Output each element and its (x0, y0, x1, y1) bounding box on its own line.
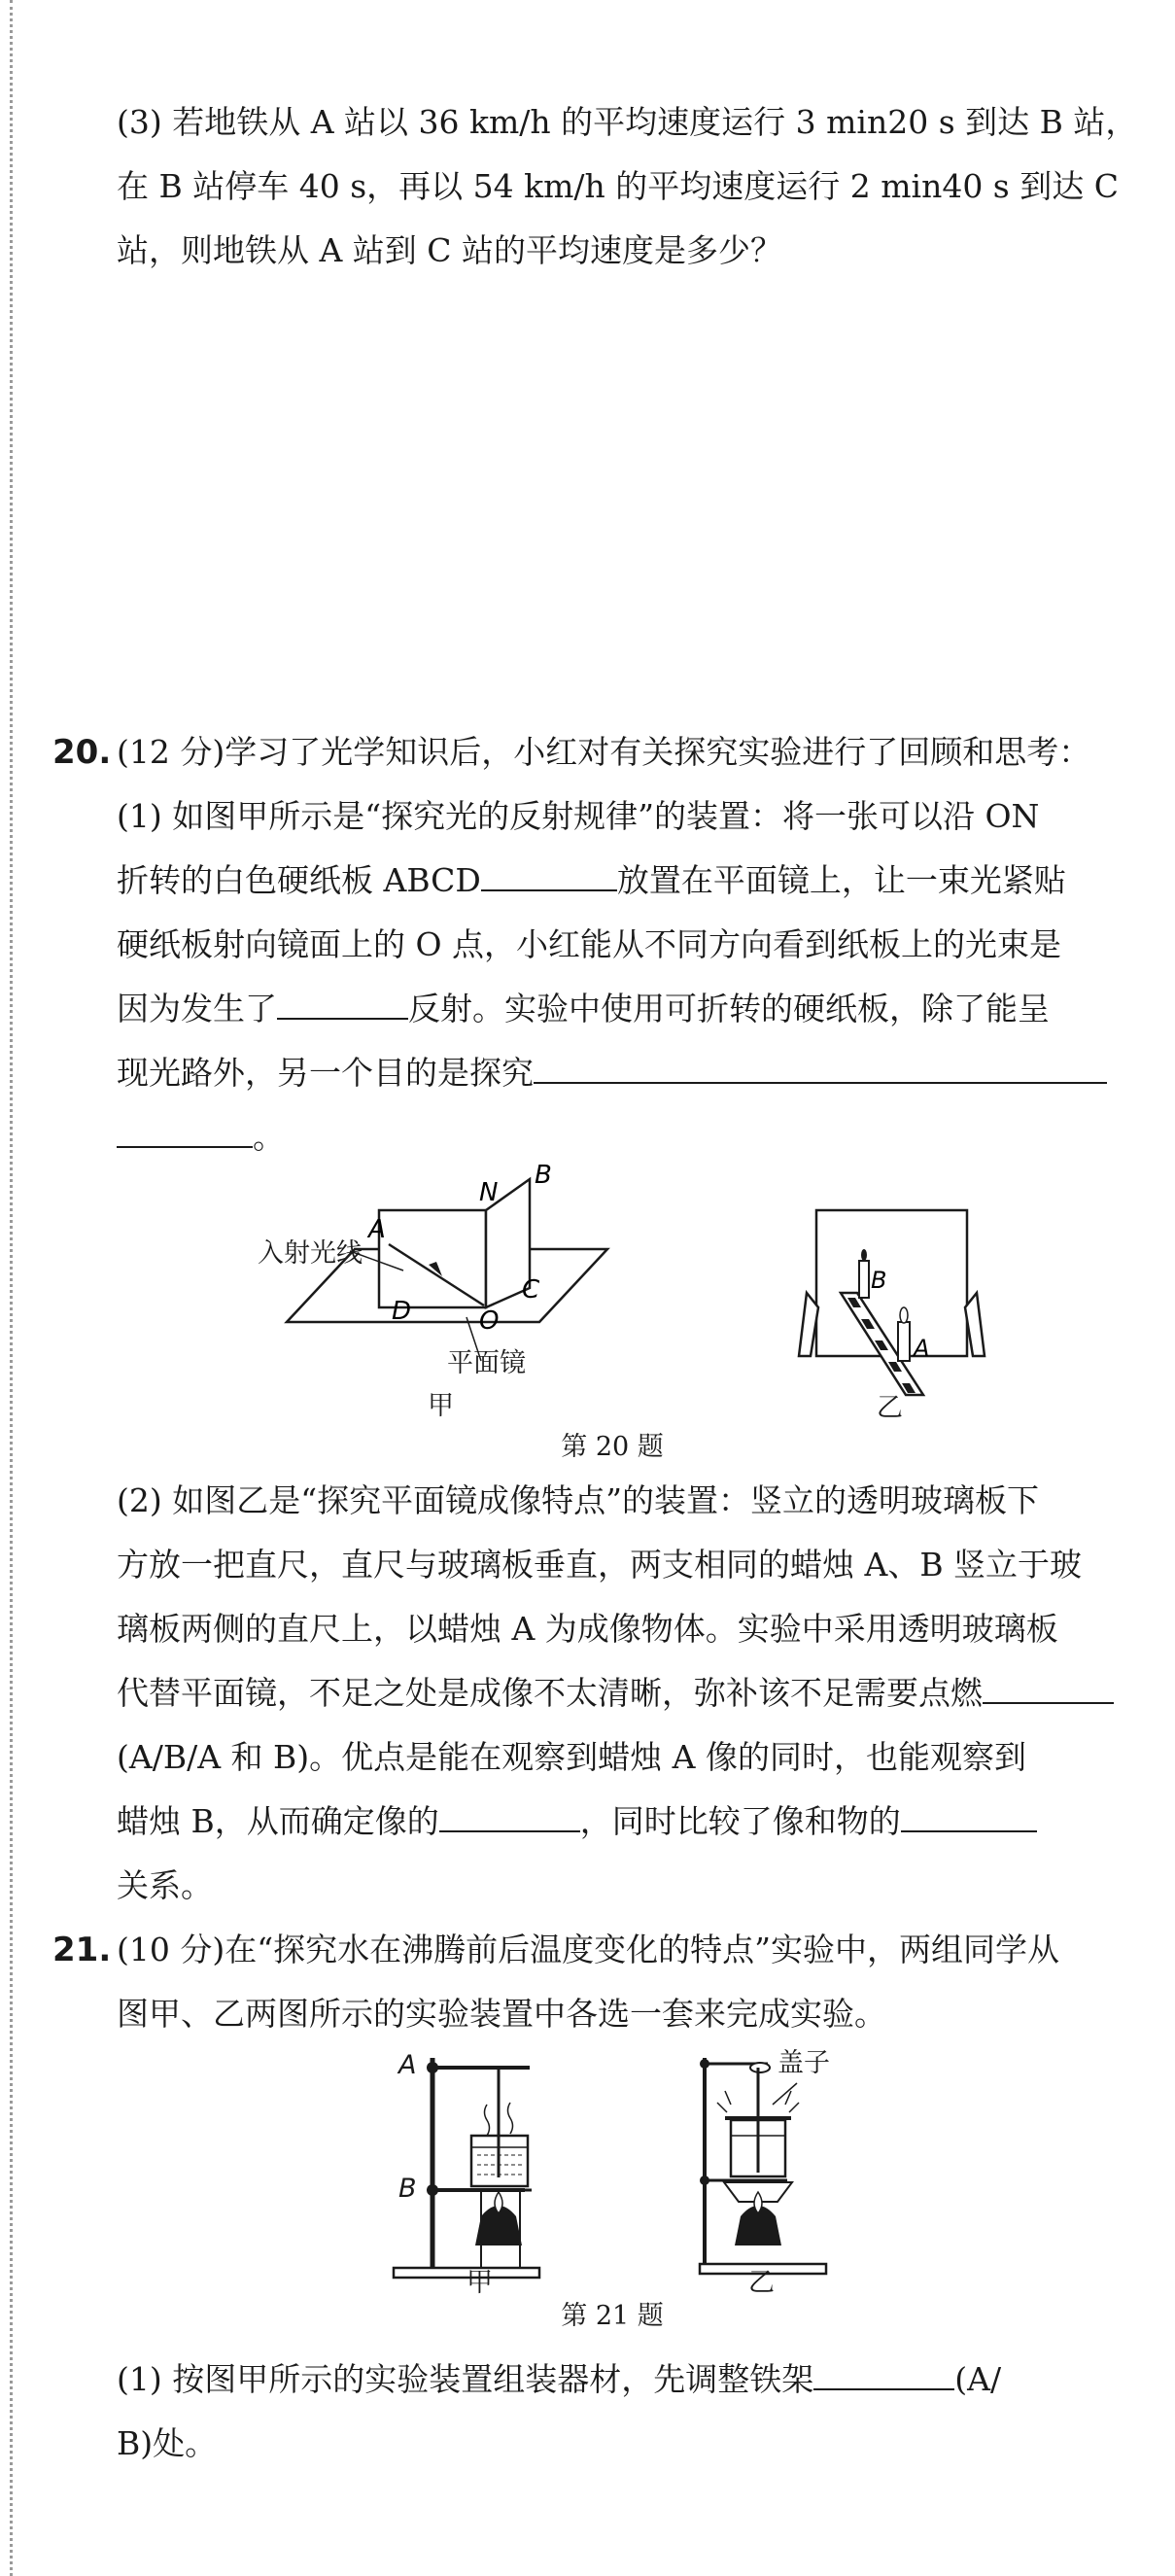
answer-blank-5[interactable] (439, 1801, 580, 1832)
fig21-jia-boiling-apparatus (384, 2046, 598, 2289)
fig21-label-A: A (398, 2050, 417, 2080)
label-C: C (522, 1275, 540, 1305)
clamp-B (427, 2184, 438, 2196)
fig20-jia-reflection-apparatus (248, 1162, 617, 1414)
lid-label-pointer (773, 2083, 797, 2105)
lid-label: 盖子 (778, 2048, 830, 2078)
q20-p2-line6a: 蜡烛 B，从而确定像的 (117, 1802, 439, 1840)
clamp-A (427, 2062, 438, 2073)
q20-p2-line4-text: 代替平面镜，不足之处是成像不太清晰，弥补该不足需要点燃 (117, 1674, 983, 1712)
answer-blank-6[interactable] (901, 1801, 1037, 1832)
q21-p1-line1 (117, 2358, 1118, 2401)
figure-21-caption: 第 21 题 (561, 2301, 664, 2331)
label-B-candle: B (871, 1267, 887, 1294)
answer-blank-4[interactable] (983, 1673, 1114, 1704)
q21-intro: (10 分)在“探究水在沸腾前后温度变化的特点”实验中，两组同学从 (117, 1931, 1059, 1968)
q21-p1-line1b: (A/ (954, 2360, 1002, 2398)
q20-p1-line4a: 因为发生了 (117, 990, 277, 1027)
q20-p1-line6-text: 。 (253, 1118, 285, 1156)
label-N: N (479, 1178, 499, 1207)
q20-p2-line3: 璃板两侧的直尺上，以蜡烛 A 为成像物体。实验中采用透明玻璃板 (117, 1610, 1058, 1648)
figure-20-caption: 第 20 题 (561, 1432, 664, 1462)
fig20-jia-caption: 甲 (428, 1391, 454, 1421)
candle-A (898, 1322, 910, 1361)
q20-p1-line1: (1) 如图甲所示是“探究光的反射规律”的装置：将一张可以沿 ON (117, 797, 1040, 835)
q20-p1-line3: 硬纸板射向镜面上的 O 点，小红能从不同方向看到纸板上的光束是 (117, 925, 1062, 963)
q20-p1-line4 (117, 988, 1118, 1030)
q20-p1-line2a: 折转的白色硬纸板 ABCD (117, 861, 481, 899)
q20-p1-line2 (117, 859, 1118, 902)
q19-part3-line3: 站，则地铁从 A 站到 C 站的平均速度是多少？ (117, 231, 783, 269)
q20-p1-line2b: 放置在平面镜上，让一束光紧贴 (616, 861, 1066, 899)
answer-blank-3a[interactable] (534, 1053, 1107, 1084)
q20-intro: (12 分)学习了光学知识后，小红对有关探究实验进行了回顾和思考： (117, 733, 1091, 771)
q20-p2-line7: 关系。 (117, 1866, 213, 1904)
q20-p1-line4b: 反射。实验中使用可折转的硬纸板，除了能呈 (408, 990, 1050, 1027)
answer-blank-1[interactable] (481, 860, 617, 891)
q20-p2-line1: (2) 如图乙是“探究平面镜成像特点”的装置：竖立的透明玻璃板下 (117, 1481, 1039, 1519)
q21-p1-line2: B)处。 (117, 2424, 218, 2462)
q21-intro2: 图甲、乙两图所示的实验装置中各选一套来完成实验。 (117, 1995, 886, 2033)
binding-margin-line (10, 0, 13, 2576)
q20-p1-line6 (117, 1116, 1118, 1159)
label-D: D (392, 1297, 412, 1326)
label-B: B (535, 1162, 552, 1190)
q20-number: 20. (52, 733, 112, 772)
fig21-jia-caption: 甲 (467, 2268, 493, 2298)
q21-number: 21. (52, 1931, 112, 1969)
label-A-candle: A (914, 1335, 930, 1362)
label-O: O (479, 1306, 500, 1336)
fig20-yi-caption: 乙 (877, 1393, 903, 1423)
mirror-label: 平面镜 (447, 1348, 526, 1378)
q19-part3-line2: 在 B 站停车 40 s，再以 54 km/h 的平均速度运行 2 min40 s 到达 C (117, 167, 1119, 205)
candle-B (859, 1261, 869, 1298)
q20-p2-line6 (117, 1800, 1118, 1843)
incident-ray-label: 入射光线 (258, 1238, 363, 1269)
q19-part3-line1: (3) 若地铁从 A 站以 36 km/h 的平均速度运行 3 min20 s 到达 B 站， (117, 103, 1138, 141)
q21-p1-line1a: (1) 按图甲所示的实验装置组装器材，先调整铁架 (117, 2360, 814, 2398)
q20-p1-line5-text: 现光路外，另一个目的是探究 (117, 1054, 534, 1092)
fig21-yi-boiling-apparatus-with-lid (671, 2046, 846, 2280)
fig21-label-B: B (398, 2174, 417, 2204)
glass-plate (816, 1210, 967, 1356)
q20-p2-line2: 方放一把直尺，直尺与玻璃板垂直，两支相同的蜡烛 A、B 竖立于玻 (117, 1546, 1083, 1584)
q20-p2-line6b: ，同时比较了像和物的 (579, 1802, 901, 1840)
q20-p2-line4 (117, 1672, 1118, 1715)
q20-p2-line5: (A/B/A 和 B)。优点是能在观察到蜡烛 A 像的同时，也能观察到 (117, 1738, 1026, 1776)
answer-blank-2[interactable] (277, 989, 408, 1020)
answer-blank-3b[interactable] (117, 1117, 253, 1148)
board-left-shape (379, 1210, 486, 1307)
q20-p1-line5 (117, 1052, 1118, 1095)
fig20-yi-plane-mirror-apparatus (797, 1201, 991, 1414)
answer-blank-7[interactable] (813, 2359, 954, 2390)
label-A: A (368, 1215, 386, 1244)
fig21-yi-caption: 乙 (748, 2268, 775, 2298)
